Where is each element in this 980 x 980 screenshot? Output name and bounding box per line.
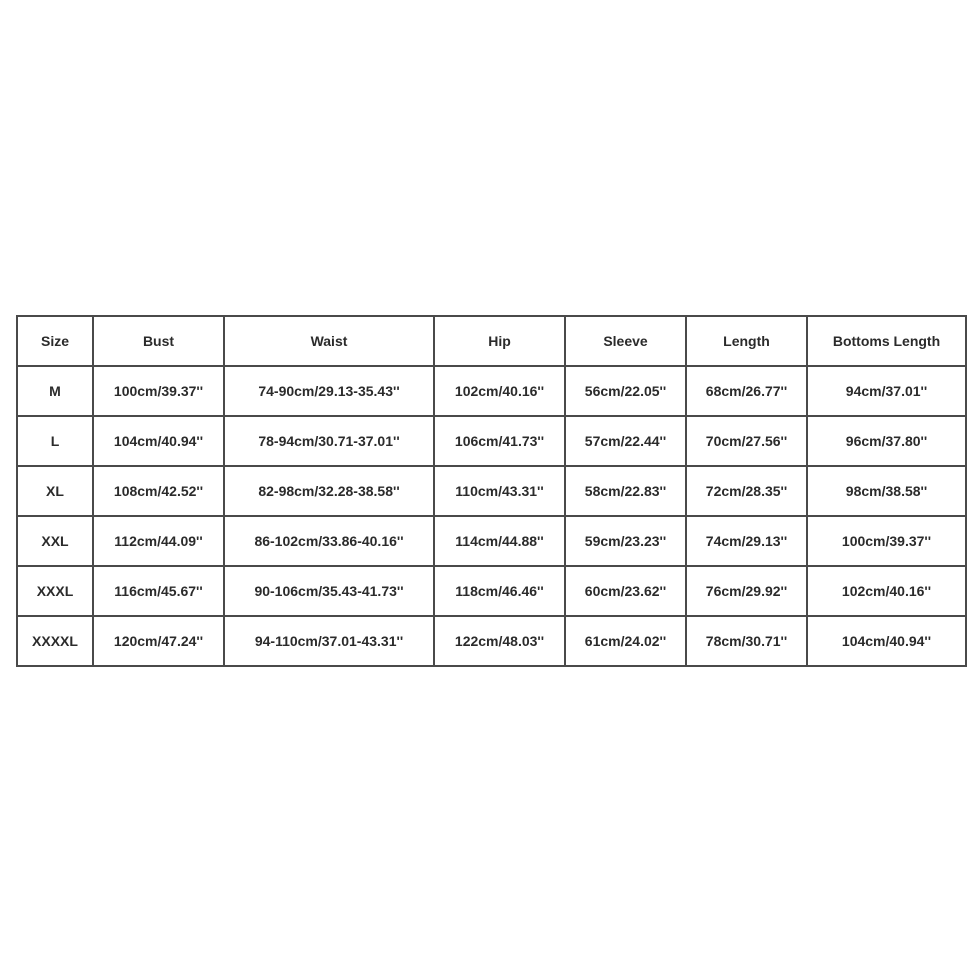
cell-size: XL [17,466,93,516]
cell-size: L [17,416,93,466]
cell-length: 78cm/30.71'' [686,616,807,666]
table-row [17,566,966,616]
header-cell-hip: Hip [434,316,565,366]
header-row [17,316,966,366]
cell-hip: 110cm/43.31'' [434,466,565,516]
table-row [17,516,966,566]
header-cell-size: Size [17,316,93,366]
cell-hip: 106cm/41.73'' [434,416,565,466]
cell-sleeve: 58cm/22.83'' [565,466,686,516]
cell-size: XXL [17,516,93,566]
cell-waist: 90-106cm/35.43-41.73'' [224,566,434,616]
cell-length: 74cm/29.13'' [686,516,807,566]
header-cell-length: Length [686,316,807,366]
cell-length: 76cm/29.92'' [686,566,807,616]
cell-bust: 112cm/44.09'' [93,516,224,566]
header-cell-bottoms-length: Bottoms Length [807,316,966,366]
cell-hip: 118cm/46.46'' [434,566,565,616]
cell-hip: 122cm/48.03'' [434,616,565,666]
header-cell-bust: Bust [93,316,224,366]
cell-hip: 114cm/44.88'' [434,516,565,566]
cell-waist: 86-102cm/33.86-40.16'' [224,516,434,566]
cell-sleeve: 61cm/24.02'' [565,616,686,666]
cell-bust: 104cm/40.94'' [93,416,224,466]
cell-length: 68cm/26.77'' [686,366,807,416]
cell-size: M [17,366,93,416]
cell-sleeve: 59cm/23.23'' [565,516,686,566]
cell-bottoms-length: 104cm/40.94'' [807,616,966,666]
header-cell-sleeve: Sleeve [565,316,686,366]
cell-waist: 78-94cm/30.71-37.01'' [224,416,434,466]
cell-bust: 120cm/47.24'' [93,616,224,666]
cell-sleeve: 56cm/22.05'' [565,366,686,416]
header-cell-waist: Waist [224,316,434,366]
cell-waist: 74-90cm/29.13-35.43'' [224,366,434,416]
cell-bottoms-length: 94cm/37.01'' [807,366,966,416]
table-row [17,616,966,666]
cell-bottoms-length: 102cm/40.16'' [807,566,966,616]
cell-hip: 102cm/40.16'' [434,366,565,416]
cell-bust: 108cm/42.52'' [93,466,224,516]
cell-waist: 82-98cm/32.28-38.58'' [224,466,434,516]
cell-length: 70cm/27.56'' [686,416,807,466]
table-row [17,366,966,416]
cell-bust: 100cm/39.37'' [93,366,224,416]
table-row [17,466,966,516]
cell-size: XXXXL [17,616,93,666]
cell-bottoms-length: 100cm/39.37'' [807,516,966,566]
cell-size: XXXL [17,566,93,616]
cell-bust: 116cm/45.67'' [93,566,224,616]
cell-sleeve: 57cm/22.44'' [565,416,686,466]
table-row [17,416,966,466]
cell-bottoms-length: 98cm/38.58'' [807,466,966,516]
size-chart-table [16,315,967,667]
cell-waist: 94-110cm/37.01-43.31'' [224,616,434,666]
cell-sleeve: 60cm/23.62'' [565,566,686,616]
cell-bottoms-length: 96cm/37.80'' [807,416,966,466]
cell-length: 72cm/28.35'' [686,466,807,516]
